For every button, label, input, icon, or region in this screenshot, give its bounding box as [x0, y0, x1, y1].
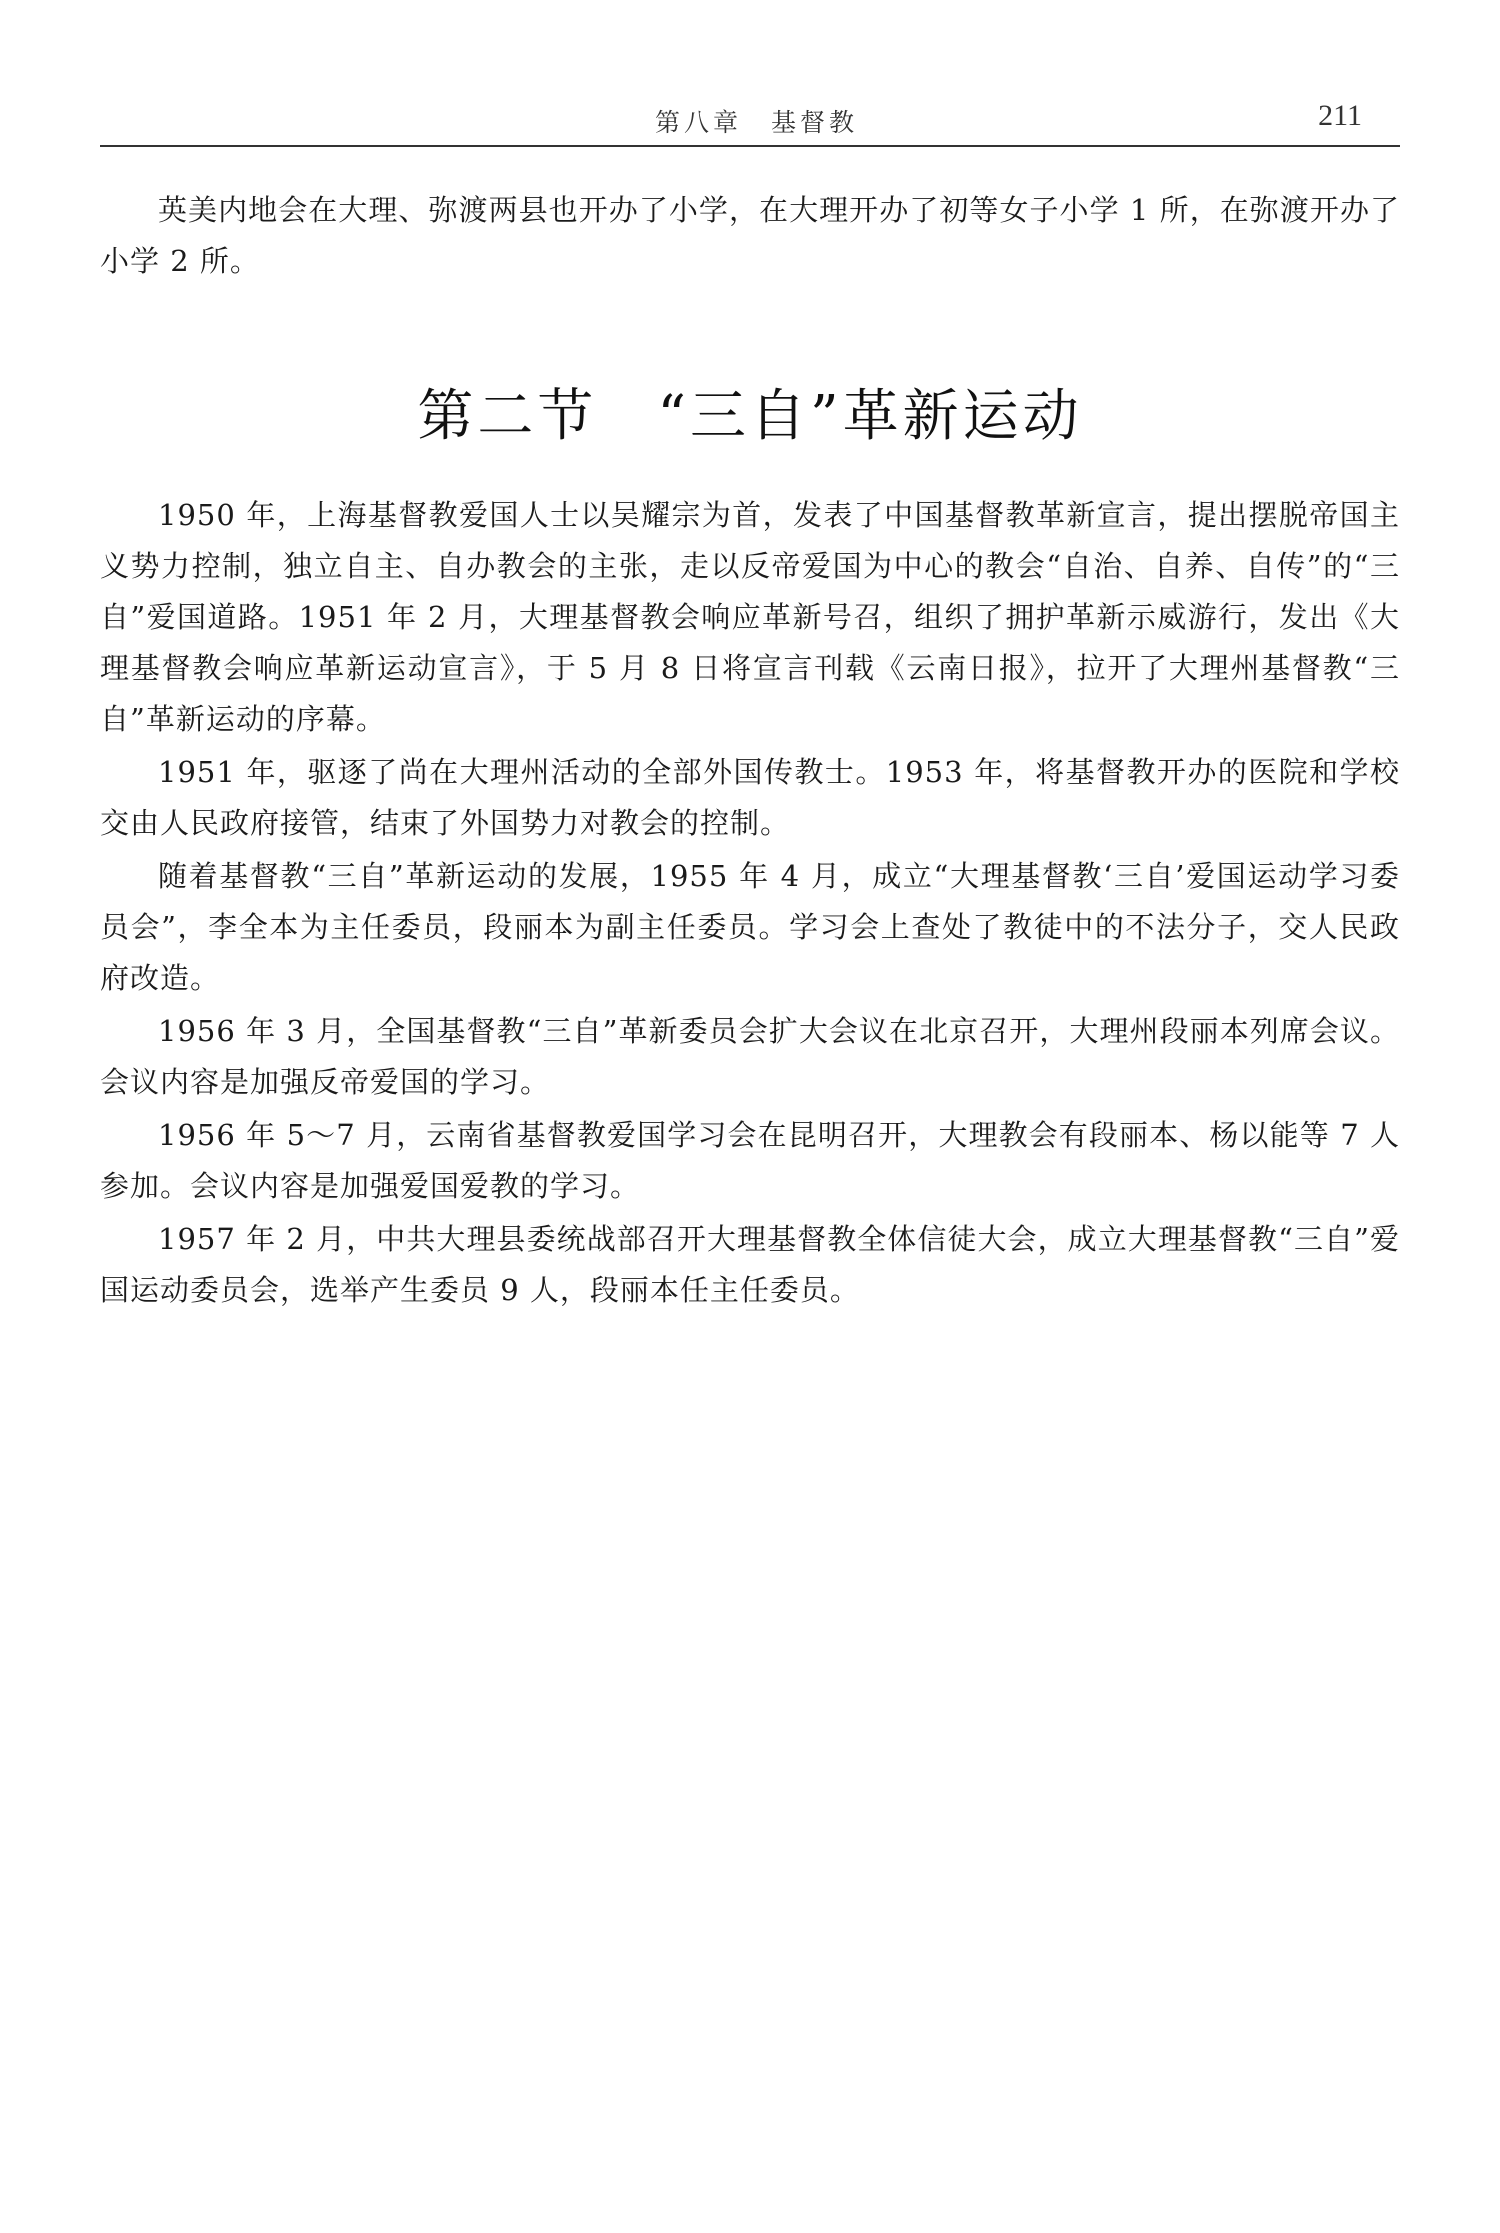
paragraph: 1956 年 5～7 月，云南省基督教爱国学习会在昆明召开，大理教会有段丽本、杨以能等 7 人参加。会议内容是加强爱国爱教的学习。 — [100, 1118, 1400, 1203]
section-title: 第二节 “三自”革新运动 — [417, 384, 1083, 449]
page-number: 211 — [1318, 99, 1362, 132]
chapter-title: 第八章 基督教 — [655, 108, 859, 137]
paragraph: 随着基督教“三自”革新运动的发展，1955 年 4 月，成立“大理基督教‘三自’爱国运动学习委员会”，李全本为主任委员，段丽本为副主任委员。学习会上查处了教徒中的不法分子，交人民政府改造。 — [100, 859, 1400, 995]
paragraph: 1957 年 2 月，中共大理县委统战部召开大理基督教全体信徒大会，成立大理基督教“三自”爱国运动委员会，选举产生委员 9 人，段丽本任主任委员。 — [100, 1222, 1400, 1307]
intro-paragraph: 英美内地会在大理、弥渡两县也开办了小学，在大理开办了初等女子小学 1 所，在弥渡开办了小学 2 所。 — [100, 193, 1400, 278]
paragraph: 1951 年，驱逐了尚在大理州活动的全部外国传教士。1953 年，将基督教开办的医院和学校交由人民政府接管，结束了外国势力对教会的控制。 — [100, 755, 1400, 840]
intro-block — [100, 185, 1400, 287]
running-header — [100, 95, 1400, 147]
section-body — [100, 490, 1400, 1318]
paragraph: 1950 年，上海基督教爱国人士以吴耀宗为首，发表了中国基督教革新宣言，提出摆脱帝国主义势力控制，独立自主、自办教会的主张，走以反帝爱国为中心的教会“自治、自养、自传”的“三自”爱国道路。1951 年 2 月，大理基督教会响应革新号召，组织了拥护革新示威游行，发出《大理基督教会响应革新运动宣言》，于 5 月 8 日将宣言刊载《云南日报》，拉开了大理州基督教“三自”革新运动的序幕。 — [100, 498, 1400, 736]
paragraph: 1956 年 3 月，全国基督教“三自”革新委员会扩大会议在北京召开，大理州段丽本列席会议。会议内容是加强反帝爱国的学习。 — [100, 1014, 1400, 1099]
